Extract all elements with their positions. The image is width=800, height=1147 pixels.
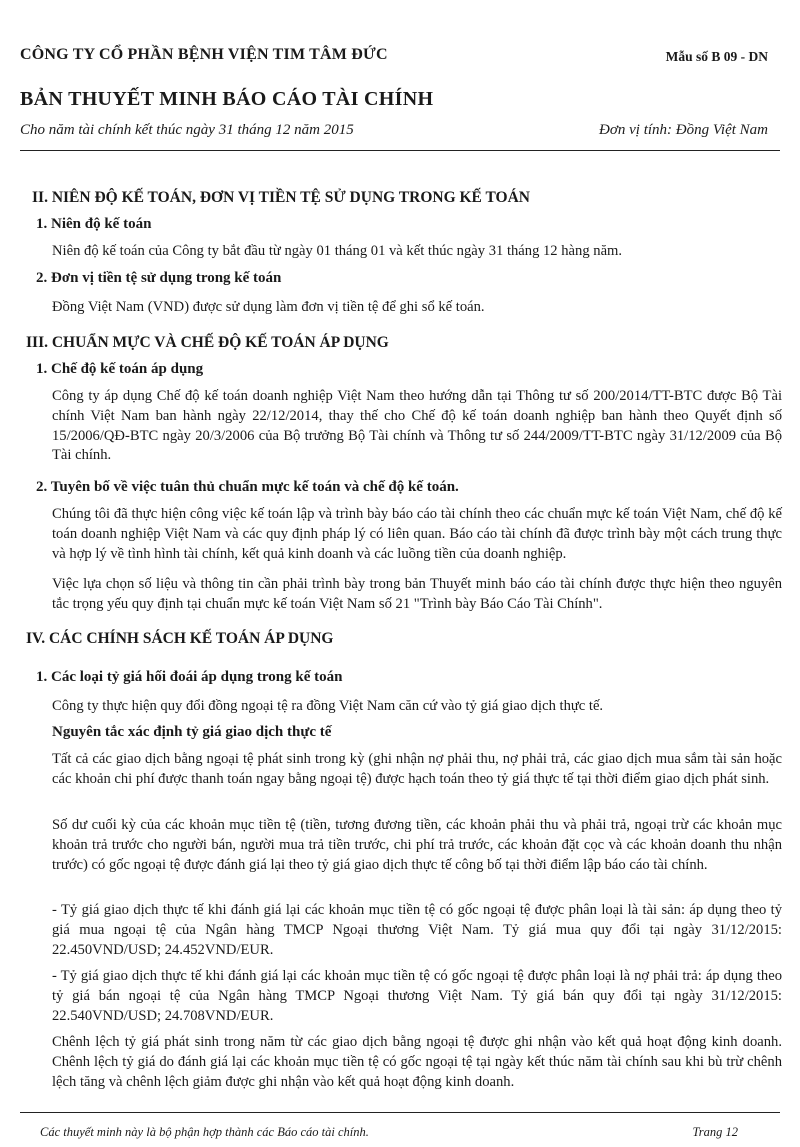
paragraph-exchange-differences: Chênh lệch tỷ giá phát sinh trong năm từ các giao dịch bằng ngoại tệ được ghi nhận vào kết quả hoạt động kinh doanh. Chênh lệch tỷ giá do đánh giá lại các khoản mục tiền tệ có gốc ngoại tệ tại ngày kết thúc năm tài chính sau khi bù trừ chênh lệch tăng và chênh lệch giảm được ghi nhận vào kết quả hoạt động kinh doanh. <box>52 1034 782 1090</box>
subheading-exchange-rates: 1. Các loại tỷ giá hối đoái áp dụng trong kế toán <box>36 669 343 685</box>
page-number: Trang 12 <box>692 1125 738 1139</box>
footer-note: Các thuyết minh này là bộ phận hợp thành các Báo cáo tài chính. <box>40 1125 369 1139</box>
subheading-rate-principles: Nguyên tắc xác định tỷ giá giao dịch thực tế <box>52 724 332 740</box>
paragraph-exchange-conversion: Công ty thực hiện quy đổi đồng ngoại tệ ra đồng Việt Nam căn cứ vào tỷ giá giao dịch thực tế. <box>52 698 604 714</box>
subheading-currency: 2. Đơn vị tiền tệ sử dụng trong kế toán <box>36 270 282 286</box>
section-heading-iii: III. CHUẨN MỰC VÀ CHẾ ĐỘ KẾ TOÁN ÁP DỤNG <box>26 334 389 351</box>
paragraph-year-end-balances: Số dư cuối kỳ của các khoản mục tiền tệ (tiền, tương đương tiền, các khoản phải thu và phải trả, ngoại trừ các khoản mục khoản trả trước cho người bán, người mua trả tiền trước, chi phí trả trước, các khoản đặt cọc và các khoản doanh thu nhận trước) có gốc ngoại tệ được đánh giá lại theo tỷ giá giao dịch thực tế công bố tại thời điểm lập báo cáo tài chính. <box>52 817 782 873</box>
paragraph-accounting-regime: Công ty áp dụng Chế độ kế toán doanh nghiệp Việt Nam theo hướng dẫn tại Thông tư số 200/2014/TT-BTC được Bộ Tài chính Việt Nam ban hành ngày 22/12/2014, thay thế cho Chế độ kế toán doanh nghiệp ban hành theo Quyết định số 15/2006/QĐ-BTC ngày 20/3/2006 của Bộ trưởng Bộ Tài chính và Thông tư số 244/2009/TT-BTC ngày 31/12/2009 của Bộ Tài chính. <box>52 388 782 464</box>
paragraph-asset-rates: - Tỷ giá giao dịch thực tế khi đánh giá lại các khoản mục tiền tệ có gốc ngoại tệ được phân loại là tài sản: áp dụng theo tỷ giá mua ngoại tệ của Ngân hàng TMCP Ngoại thương Việt Nam. Tỷ giá mua quy đổi tại ngày 31/12/2015: 22.450VND/USD; 24.452VND/EUR. <box>52 902 782 958</box>
section-heading-ii: II. NIÊN ĐỘ KẾ TOÁN, ĐƠN VỊ TIỀN TỆ SỬ DỤNG TRONG KẾ TOÁN <box>32 189 530 206</box>
footer-divider <box>20 1112 780 1113</box>
paragraph-fiscal-year: Niên độ kế toán của Công ty bắt đầu từ ngày 01 tháng 01 và kết thúc ngày 31 tháng 12 hàng năm. <box>52 243 623 259</box>
header-divider <box>20 150 780 151</box>
paragraph-materiality: Việc lựa chọn số liệu và thông tin cần phải trình bày trong bản Thuyết minh báo cáo tài chính được thực hiện theo nguyên tắc trọng yếu quy định tại chuẩn mực kế toán Việt Nam số 21 "Trình bày Báo Cáo Tài Chính". <box>52 576 782 612</box>
paragraph-compliance: Chúng tôi đã thực hiện công việc kế toán lập và trình bày báo cáo tài chính theo các chuẩn mực kế toán Việt Nam, chế độ kế toán doanh nghiệp Việt Nam và các quy định pháp lý có liên quan. Báo cáo tài chính đã được trình bày một cách trung thực và hợp lý về tình hình tài chính, kết quả kinh doanh và các luồng tiền của doanh nghiệp. <box>52 506 782 562</box>
document-title: BẢN THUYẾT MINH BÁO CÁO TÀI CHÍNH <box>20 88 434 110</box>
reporting-period: Cho năm tài chính kết thúc ngày 31 tháng 12 năm 2015 <box>20 122 354 138</box>
company-name: CÔNG TY CỔ PHẦN BỆNH VIỆN TIM TÂM ĐỨC <box>20 46 388 63</box>
subheading-compliance: 2. Tuyên bố về việc tuân thủ chuẩn mực kế toán và chế độ kế toán. <box>36 479 459 495</box>
section-heading-iv: IV. CÁC CHÍNH SÁCH KẾ TOÁN ÁP DỤNG <box>26 630 334 647</box>
form-number: Mẫu số B 09 - DN <box>665 49 768 64</box>
subheading-accounting-regime: 1. Chế độ kế toán áp dụng <box>36 361 204 377</box>
paragraph-liability-rates: - Tỷ giá giao dịch thực tế khi đánh giá lại các khoản mục tiền tệ có gốc ngoại tệ được phân loại là nợ phải trả: áp dụng theo tỷ giá bán ngoại tệ của Ngân hàng TMCP Ngoại thương Việt Nam. Tỷ giá bán quy đổi tại ngày 31/12/2015: 22.540VND/USD; 24.708VND/EUR. <box>52 968 782 1024</box>
subheading-fiscal-year: 1. Niên độ kế toán <box>36 216 152 232</box>
currency-unit: Đơn vị tính: Đồng Việt Nam <box>599 122 768 138</box>
paragraph-transactions: Tất cả các giao dịch bằng ngoại tệ phát sinh trong kỳ (ghi nhận nợ phải thu, nợ phải trả, các giao dịch mua sắm tài sản hoặc các khoản chi phí được thanh toán ngay bằng ngoại tệ) được hạch toán theo tỷ giá thực tế tại thời điểm giao dịch phát sinh. <box>52 751 782 787</box>
paragraph-currency: Đồng Việt Nam (VND) được sử dụng làm đơn vị tiền tệ để ghi sổ kế toán. <box>52 299 485 315</box>
